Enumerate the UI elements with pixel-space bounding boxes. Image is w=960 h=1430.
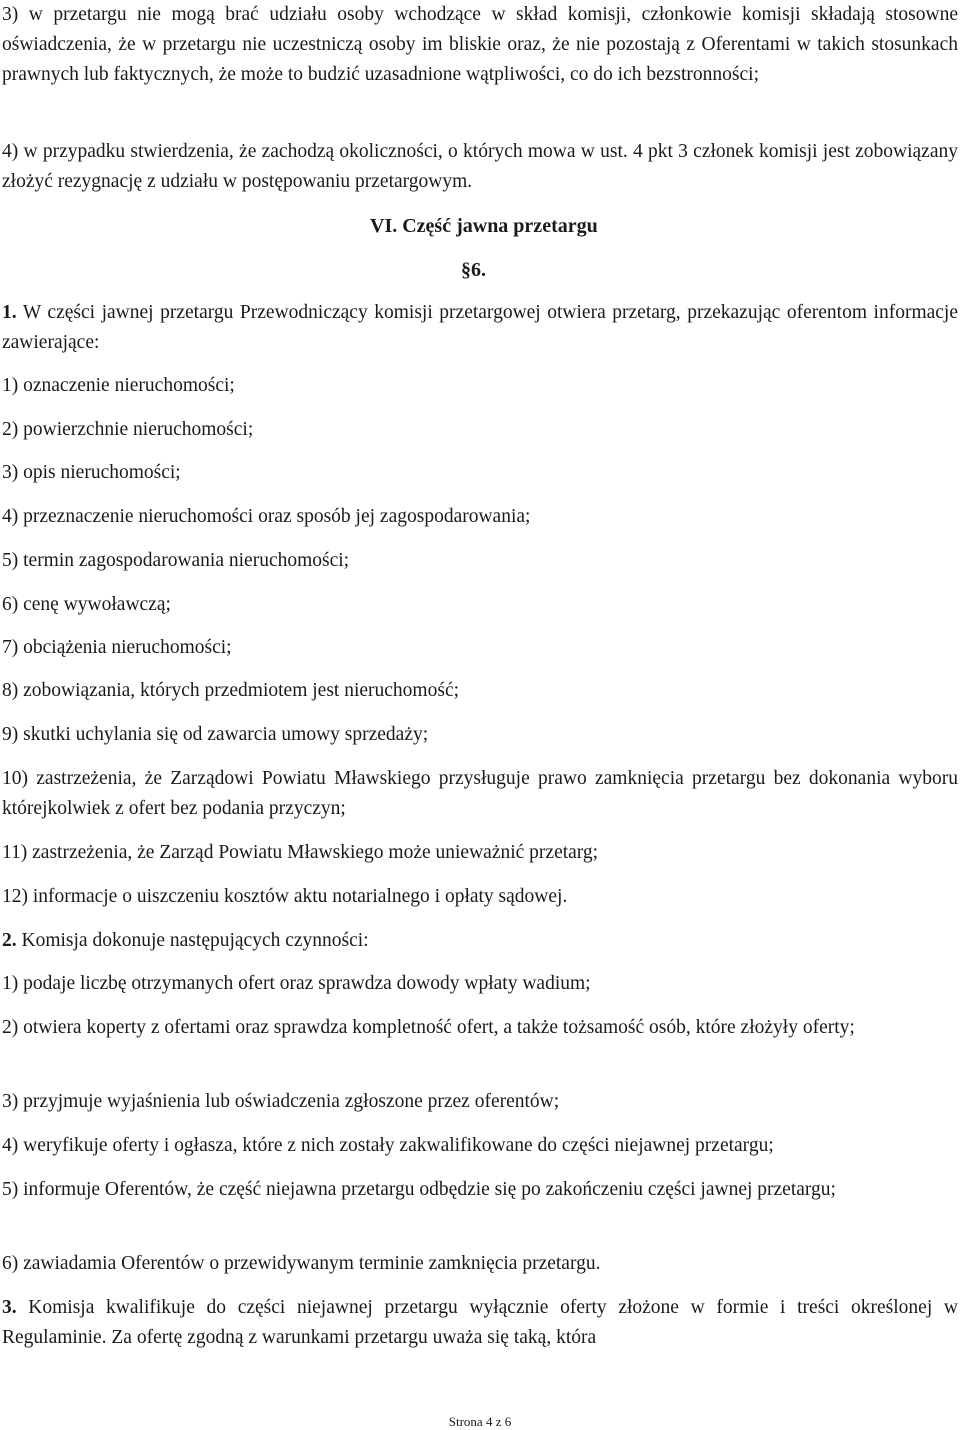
list-item: 1) oznaczenie nieruchomości; <box>2 375 235 396</box>
point-3-intro <box>2 1293 958 1353</box>
list-item: 3) przyjmuje wyjaśnienia lub oświadczenia zgłoszone przez oferentów; <box>2 1091 560 1112</box>
list-item: 5) termin zagospodarowania nieruchomości; <box>2 550 350 571</box>
section-heading: VI. Część jawna przetargu <box>370 215 598 237</box>
point-1-number: 1. <box>2 302 17 323</box>
list-item: 3) opis nieruchomości; <box>2 462 181 483</box>
list-item: 11) zastrzeżenia, że Zarząd Powiatu Mławskiego może unieważnić przetarg; <box>2 842 599 863</box>
list-item: 6) zawiadamia Oferentów o przewidywanym terminie zamknięcia przetargu. <box>2 1253 601 1274</box>
list-item: 7) obciążenia nieruchomości; <box>2 637 232 658</box>
list-item: 2) powierzchnie nieruchomości; <box>2 419 254 440</box>
list-item: 12) informacje o uiszczeniu kosztów aktu notarialnego i opłaty sądowej. <box>2 886 568 907</box>
point-1-text: W części jawnej przetargu Przewodniczący komisji przetargowej otwiera przetarg, przekazując oferentom informacje zawierające: <box>2 302 958 353</box>
list-item: 2) otwiera koperty z ofertami oraz sprawdza kompletność ofert, a także tożsamość osób, które złożyły oferty; <box>2 1017 855 1038</box>
list-item: 6) cenę wywoławczą; <box>2 594 171 615</box>
page-footer: Strona 4 z 6 <box>448 1414 512 1429</box>
list-item: 4) weryfikuje oferty i ogłasza, które z nich zostały zakwalifikowane do części niejawnej przetargu; <box>2 1135 774 1156</box>
list-item: 8) zobowiązania, których przedmiotem jest nieruchomość; <box>2 680 460 701</box>
list-item: 4) przeznaczenie nieruchomości oraz sposób jej zagospodarowania; <box>2 506 531 527</box>
list-item: 9) skutki uchylania się od zawarcia umowy sprzedaży; <box>2 724 429 745</box>
list-item: 1) podaje liczbę otrzymanych ofert oraz sprawdza dowody wpłaty wadium; <box>2 973 591 994</box>
point-1-intro <box>2 298 958 358</box>
paragraph-top-1: 3) w przetargu nie mogą brać udziału osoby wchodzące w skład komisji, członkowie komisji składają stosowne oświadczenia, że w przetargu nie uczestniczą osoby im bliskie oraz, że nie pozostają z Oferentami w takich stosunkach prawnych lub faktycznych, że może to budzić uzasadnione wątpliwości, co do ich bezstronności; <box>2 4 958 85</box>
point-3-text: Komisja kwalifikuje do części niejawnej przetargu wyłącznie oferty złożone w formie i treści określonej w Regulaminie. Za ofertę zgodną z warunkami przetargu uważa się taką, która <box>2 1297 958 1348</box>
point-3-number: 3. <box>2 1297 17 1318</box>
section-paragraph-number: §6. <box>461 259 486 281</box>
point-2-intro <box>2 926 958 956</box>
point-2-number: 2. <box>2 930 17 951</box>
list-item: 5) informuje Oferentów, że część niejawna przetargu odbędzie się po zakończeniu części jawnej przetargu; <box>2 1179 836 1200</box>
list-item: 10) zastrzeżenia, że Zarządowi Powiatu Mławskiego przysługuje prawo zamknięcia przetargu bez dokonania wyboru którejkolwiek z ofert bez podania przyczyn; <box>2 768 958 819</box>
paragraph-top-2: 4) w przypadku stwierdzenia, że zachodzą okoliczności, o których mowa w ust. 4 pkt 3 członek komisji jest zobowiązany złożyć rezygnację z udziału w postępowaniu przetargowym. <box>2 141 958 192</box>
point-2-text: Komisja dokonuje następujących czynności: <box>16 930 369 951</box>
